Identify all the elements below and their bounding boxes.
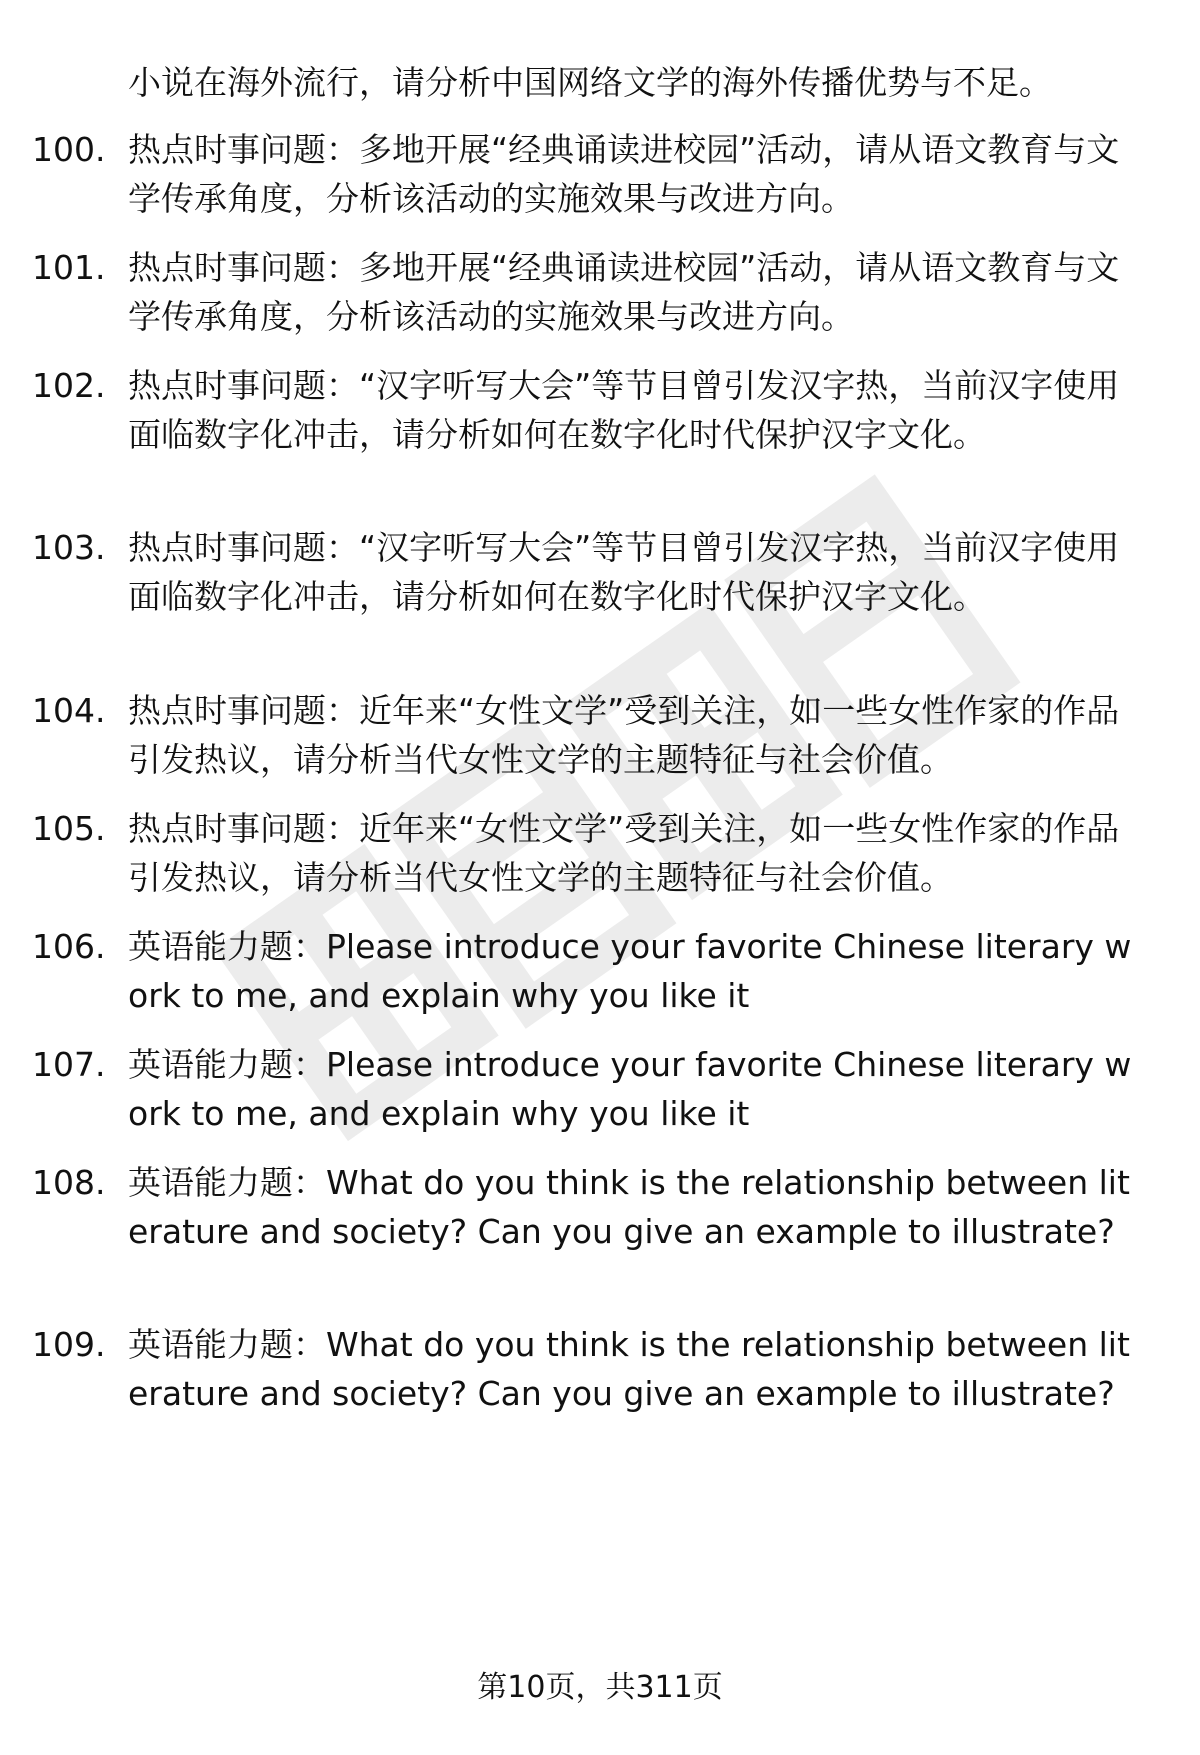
question-number: 105. (32, 809, 106, 848)
question-number: 100. (32, 130, 106, 169)
question-number: 103. (32, 528, 106, 567)
question-text: 热点时事问题：“汉字听写大会”等节目曾引发汉字热，当前汉字使用面临数字化冲击，请分析如何在数字化时代保护汉字文化。 (128, 366, 1120, 454)
question-text: 热点时事问题：近年来“女性文学”受到关注，如一些女性作家的作品引发热议，请分析当代女性文学的主题特征与社会价值。 (128, 809, 1120, 897)
question-number: 104. (32, 691, 106, 730)
question-number: 102. (32, 366, 106, 405)
page-footer: 第10页，共311页 (477, 1670, 723, 1705)
question-text: 热点时事问题：“汉字听写大会”等节目曾引发汉字热，当前汉字使用面临数字化冲击，请分析如何在数字化时代保护汉字文化。 (128, 528, 1120, 616)
question-number: 101. (32, 248, 106, 287)
question-text: 英语能力题：Please introduce your favorite Chinese literary work to me, and explain why you like it (128, 1045, 1132, 1133)
question-number: 107. (32, 1045, 106, 1084)
question-text: 英语能力题：What do you think is the relationship between literature and society? Can you give an example to illustrate? (128, 1325, 1130, 1413)
question-text: 英语能力题：Please introduce your favorite Chinese literary work to me, and explain why you like it (128, 927, 1132, 1015)
question-number: 108. (32, 1163, 106, 1202)
question-text: 热点时事问题：多地开展“经典诵读进校园”活动，请从语文教育与文学传承角度，分析该活动的实施效果与改进方向。 (128, 130, 1120, 218)
question-text: 热点时事问题：近年来“女性文学”受到关注，如一些女性作家的作品引发热议，请分析当代女性文学的主题特征与社会价值。 (128, 691, 1120, 779)
question-number: 106. (32, 927, 106, 966)
question-text: 热点时事问题：多地开展“经典诵读进校园”活动，请从语文教育与文学传承角度，分析该活动的实施效果与改进方向。 (128, 248, 1120, 336)
question-number: 109. (32, 1325, 106, 1364)
continuation-text: 小说在海外流行，请分析中国网络文学的海外传播优势与不足。 (128, 63, 1052, 102)
question-text: 英语能力题：What do you think is the relationship between literature and society? Can you give an example to illustrate? (128, 1163, 1130, 1251)
